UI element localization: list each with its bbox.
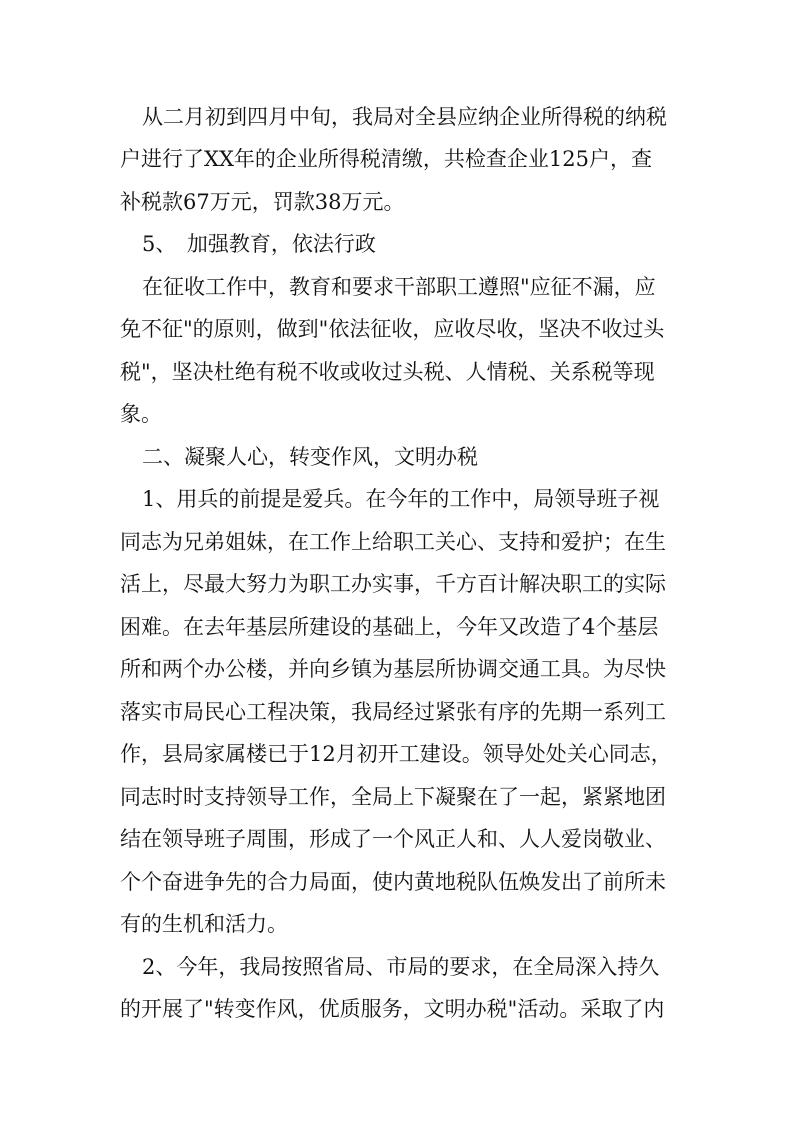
text-line: 活上，尽最大努力为职工办实事，千方百计解决职工的实际: [120, 572, 666, 596]
text-line: 的开展了"转变作风，优质服务，文明办税"活动。采取了内: [120, 997, 665, 1021]
text-line: 个个奋进争先的合力局面，使内黄地税队伍焕发出了前所未: [120, 870, 666, 894]
text-line: 补税款67万元，罚款38万元。: [120, 190, 405, 214]
text-line: 1、用兵的前提是爱兵。在今年的工作中，局领导班子视: [142, 487, 660, 511]
text-line: 所和两个办公楼，并向乡镇为基层所协调交通工具。为尽快: [120, 657, 666, 681]
text-line: 户进行了XX年的企业所得税清缴，共检查企业125户，查: [120, 147, 652, 171]
text-line: 结在领导班子周围，形成了一个风正人和、人人爱岗敬业、: [120, 827, 666, 851]
text-line: 税"，坚决杜绝有税不收或收过头税、人情税、关系税等现: [120, 360, 655, 384]
text-line: 落实市局民心工程决策，我局经过紧张有序的先期一系列工: [120, 700, 666, 724]
text-line: 有的生机和活力。: [120, 912, 288, 936]
section-heading: 二、凝聚人心，转变作风，文明办税: [142, 445, 478, 469]
text-line: 从二月初到四月中旬，我局对全县应纳企业所得税的纳税: [142, 105, 667, 129]
text-line: 象。: [120, 402, 162, 426]
text-line: 同志时时支持领导工作，全局上下凝聚在了一起，紧紧地团: [120, 785, 666, 809]
text-line: 在征收工作中，教育和要求干部职工遵照"应征不漏，应: [142, 275, 656, 299]
section-heading: 5、 加强教育，依法行政: [142, 232, 376, 256]
text-line: 同志为兄弟姐妹，在工作上给职工关心、支持和爱护；在生: [120, 530, 666, 554]
text-line: 免不征"的原则，做到"依法征收，应收尽收，坚决不收过头: [120, 317, 665, 341]
text-line: 作，县局家属楼已于12月初开工建设。领导处处关心同志，: [120, 742, 672, 766]
text-line: 困难。在去年基层所建设的基础上，今年又改造了4个基层: [120, 615, 659, 639]
text-line: 2、今年，我局按照省局、市局的要求，在全局深入持久: [142, 955, 660, 979]
